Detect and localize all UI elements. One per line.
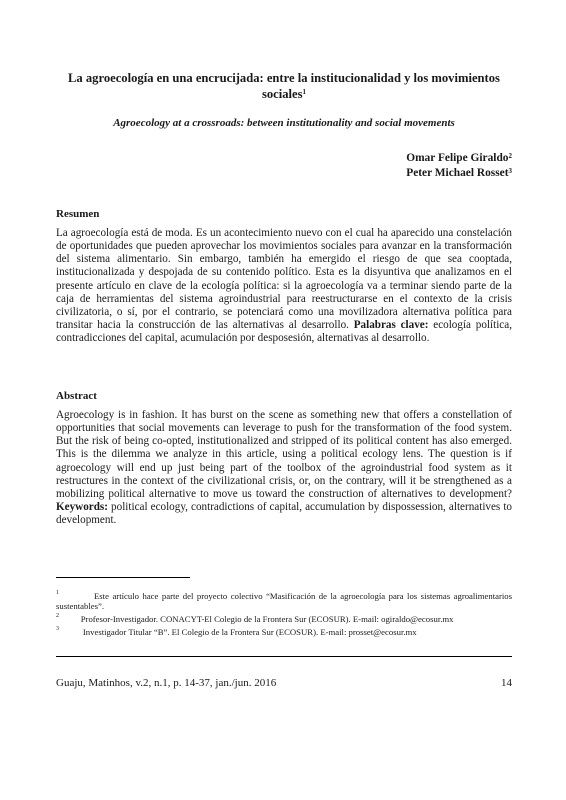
footnote-text: Profesor-Investigador. CONACYT-El Colegio de la Frontera Sur (ECOSUR). E-mail: ogiraldo@ecosur.mx <box>80 613 454 624</box>
abstract-keywords-label: Keywords: <box>56 501 108 514</box>
abstract-heading: Abstract <box>56 390 97 402</box>
abstract-body <box>56 409 512 527</box>
author-footnote-mark: 3 <box>508 166 512 175</box>
abstract-text: Agroecology is in fashion. It has burst on the scene as something new that offers a constellation of opportunities that social movements can leverage to push for the transformation of the food system. But the risk of being co-opted, institutionalized and stripped of its political content has also emerged. This is the dilemma we analyze in this article, using a political ecology lens. The question is if agroecology will end up just being part of the toolbox of the agroindustrial food system as it restructures in the context of the civilizational crisis, or, on the contrary, will it be strengthened as a mobilizing political alternative to move us toward the construction of alternatives to development? <box>56 409 512 500</box>
author-1 <box>406 151 512 166</box>
abstract-keywords: political ecology, contradictions of capital, accumulation by dispossession, alternatives to development. <box>56 501 512 527</box>
author-block <box>406 151 512 180</box>
footer-separator <box>56 656 512 657</box>
journal-citation: Guaju, Matinhos, v.2, n.1, p. 14-37, jan./jun. 2016 <box>56 677 277 689</box>
title-footnote-mark: 1 <box>302 87 307 96</box>
footnote-mark: 3 <box>56 625 59 632</box>
resumen-keywords: ecología política, contradicciones del capital, acumulación por desposesión, alternativas al desarrollo. <box>56 319 512 345</box>
footnote-text: Investigador Titular “B”. El Colegio de la Frontera Sur (ECOSUR). E-mail: prosset@ecosur.mx <box>82 626 417 637</box>
footnote-3 <box>56 625 512 637</box>
footnotes <box>56 589 512 637</box>
footnote-mark: 1 <box>56 590 59 596</box>
paper-subtitle: Agroecology at a crossroads: between institutionality and social movements <box>113 117 455 129</box>
footnote-2 <box>56 612 512 624</box>
footnote-1 <box>56 589 512 612</box>
resumen-text: La agroecología está de moda. Es un acontecimiento nuevo con el cual ha aparecido una constelación de oportunidades que pueden aprovechar los movimientos sociales para avanzar en la transformación del sistema alimentario. Sin embargo, también ha emergido el riesgo de que sea cooptada, institucionalizada y despojada de su contenido político. Esta es la disyuntiva que analizamos en el presente artículo en clave de la ecología política: si la agroecología va a terminar siendo parte de la caja de herramientas del sistema agroindustrial para reestructurarse en el contexto de la crisis civilizatoria, o sí, por el contrario, se potenciará como una movilizadora alternativa política para transitar hacia la construcción de las alternativas al desarrollo. <box>56 227 512 332</box>
resumen-keywords-label: Palabras clave: <box>353 319 429 332</box>
paper-title-text: La agroecología en una encrucijada: entre la institucionalidad y los movimientos sociales <box>68 71 500 101</box>
resumen-body <box>56 227 512 345</box>
author-name: Omar Felipe Giraldo <box>406 152 509 164</box>
footnote-text: Este artículo hace parte del proyecto colectivo “Masificación de la agroecología para los sistemas agroalimentarios sustentables”. <box>56 590 513 612</box>
paper-title <box>50 71 518 102</box>
footnote-mark: 2 <box>56 613 59 620</box>
resumen-heading: Resumen <box>56 208 100 220</box>
author-2 <box>406 166 512 181</box>
author-name: Peter Michael Rosset <box>406 166 509 179</box>
author-footnote-mark: 2 <box>508 152 512 160</box>
page-number: 14 <box>501 677 512 689</box>
footnote-separator <box>56 577 190 578</box>
